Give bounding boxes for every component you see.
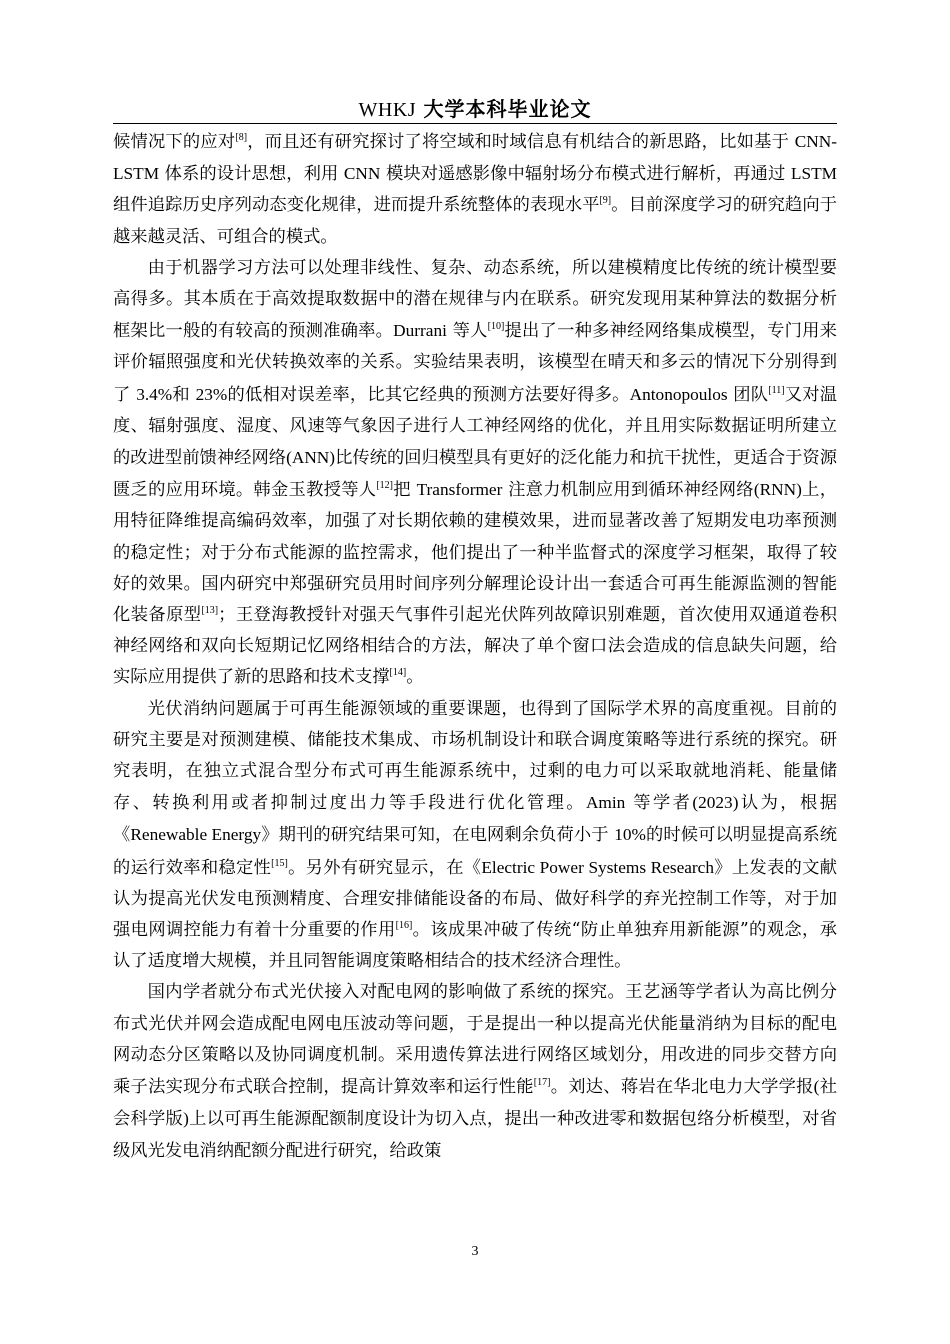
latin-text: (2023) — [692, 793, 739, 813]
text-run: 的时候可以明显提高系统的运行效率和稳定性 — [113, 825, 837, 878]
text-run: 》期刊的研究结果可知，在电网剩余负荷小于 — [261, 825, 615, 846]
text-run: 等人 — [446, 321, 488, 342]
latin-text: Transformer — [416, 480, 503, 500]
latin-text: CNN-LSTM — [113, 132, 837, 184]
citation-ref: [15] — [271, 857, 288, 869]
text-run: 提出了一种多神经网络集成模型，专门用来评价辐照强度和光伏转换效率的关系。实验结果表明，该模型在晴天和多云的情况下分别得到了 — [113, 321, 837, 405]
header-title: 大学本科毕业论文 — [423, 97, 592, 121]
text-run: 模块对遥感影像中辐射场分布模式进行解析，再通过 — [380, 164, 791, 185]
text-run: 的低相对误差率，比其它经典的预测方法要好得多。 — [227, 384, 630, 405]
body-text — [113, 126, 837, 1167]
text-run: 。 — [406, 667, 424, 688]
text-run: 。刘达、蒋岩在华北电力大学学报 — [550, 1077, 814, 1098]
header-brand: WHKJ — [358, 99, 417, 121]
citation-ref: [9] — [599, 195, 612, 207]
text-run: 又对温度、辐射强度、湿度、风速等气象因子进行人工神经网络的优化，并且用实际数据证明所建立的改进型前馈神经网络 — [113, 384, 837, 469]
text-run: 。目前深度学习的研究趋向于越来越灵活、可组合的模式。 — [113, 195, 837, 247]
latin-text: Antonopoulos — [629, 384, 728, 404]
text-run: 上以可再生能源配额制度设计为切入点，提出一种改进零和数据包络分析模型，对省级风光发电消纳配额分配进行研究，给政策 — [113, 1109, 837, 1161]
latin-text: Amin — [585, 793, 626, 813]
text-run: 。该成果冲破了传统“防止单独弃用新能源”的观念，承认了适度增大规模，并且同智能调度策略相结合的技术经济合理性。 — [113, 920, 837, 972]
text-run: 。另外有研究显示，在《 — [287, 857, 482, 878]
citation-ref: [11] — [768, 384, 785, 396]
text-run: 》上发表的文献认为提高光伏发电预测精度、合理安排储能设备的布局、做好科学的弃光控制工作等，对于加强电网调控能力有着十分重要的作用 — [113, 857, 837, 941]
text-run: 由于机器学习方法可以处理非线性、复杂、动态系统，所以建模精度比传统的统计模型要高得多。其本质在于高效提取数据中的潜在规律与内在联系。研究发现用某种算法的数据分析框架比一般的有较高的预测准确率。 — [113, 257, 837, 342]
text-run: 团队 — [727, 384, 769, 405]
latin-text: ) — [183, 1109, 189, 1129]
text-run: ；王登海教授针对强天气事件引起光伏阵列故障识别难题，首次使用双通道卷积神经网络和双向长短期记忆网络相结合的方法，解决了单个窗口法会造成的信息缺失问题，给实际应用提供了新的思路和技术支撑 — [113, 605, 837, 688]
text-run: 组件追踪历史序列动态变化规律，进而提升系统整体的表现水平 — [113, 195, 600, 216]
latin-text: 10% — [614, 825, 646, 845]
latin-text: (ANN) — [286, 448, 336, 468]
paragraph-p3 — [113, 694, 837, 978]
text-run: 社会科学版 — [113, 1077, 837, 1130]
latin-text: 23% — [195, 384, 228, 404]
latin-text: Renewable Energy — [130, 825, 262, 845]
latin-text: LSTM — [790, 164, 837, 184]
text-run: 认为，根据《 — [113, 793, 837, 846]
paragraph-p2 — [113, 253, 837, 694]
citation-ref: [14] — [389, 667, 407, 679]
latin-text: 3.4% — [136, 384, 173, 404]
citation-ref: [10] — [487, 321, 505, 333]
citation-ref: [17] — [533, 1077, 551, 1089]
text-run: 注意力机制应用到循环神经网络 — [502, 480, 754, 501]
latin-text: Durrani — [393, 321, 447, 341]
paragraph-p1 — [113, 126, 837, 253]
paragraph-p4 — [113, 977, 837, 1166]
citation-ref: [12] — [376, 480, 393, 492]
page-number: 3 — [471, 1244, 479, 1259]
latin-text: (RNN) — [753, 480, 802, 500]
text-run: 体系的设计思想，利用 — [159, 164, 344, 185]
text-run: 等学者 — [625, 793, 693, 814]
text-run: 上，用特征降维提高编码效率，加强了对长期依赖的建模效果，进而显著改善了短期发电功率预测的稳定性；对于分布式能源的监控需求，他们提出了一种半监督式的深度学习框架，取得了较好的效果。国内研究中郑强研究员用时间序列分解理论设计出一套适合可再生能源监测的智能化装备原型 — [113, 480, 837, 626]
text-run: 比传统的回归模型具有更好的泛化能力和抗干扰性，更适合于资源匮乏的应用环境。韩金玉教授等人 — [113, 448, 837, 501]
text-run: 国内学者就分布式光伏接入对配电网的影响做了系统的探究。王艺涵等学者认为高比例分布式光伏并网会造成配电网电压波动等问题，于是提出一种以提高光伏能量消纳为目标的配电网动态分区策略以及协同调度机制。采用遗传算法进行网络区域划分，用改进的同步交替方向乘子法实现分布式联合控制，提高计算效率和运行性能 — [113, 982, 837, 1098]
text-run: 光伏消纳问题属于可再生能源领域的重要课题，也得到了国际学术界的高度重视。目前的研究主要是对预测建模、储能技术集成、市场机制设计和联合调度策略等进行系统的探究。研究表明，在独立式混合型分布式可再生能源系统中，过剩的电力可以采取就地消耗、能量储存、转换利用或者抑制过度出力等手段进行优化管理。 — [113, 698, 837, 814]
text-run: 把 — [392, 480, 417, 501]
header-divider — [113, 123, 837, 124]
latin-text: ( — [813, 1077, 820, 1097]
running-header — [113, 96, 837, 122]
latin-text: CNN — [343, 164, 381, 184]
citation-ref: [13] — [201, 605, 219, 617]
latin-text: Electric Power Systems Research — [481, 857, 714, 877]
text-run: ，而且还有研究探讨了将空域和时域信息有机结合的新思路，比如基于 — [247, 132, 795, 152]
citation-ref: [16] — [395, 920, 413, 932]
text-run: 和 — [172, 384, 196, 405]
citation-ref: [8] — [235, 132, 248, 143]
text-run: 候情况下的应对 — [113, 132, 236, 152]
